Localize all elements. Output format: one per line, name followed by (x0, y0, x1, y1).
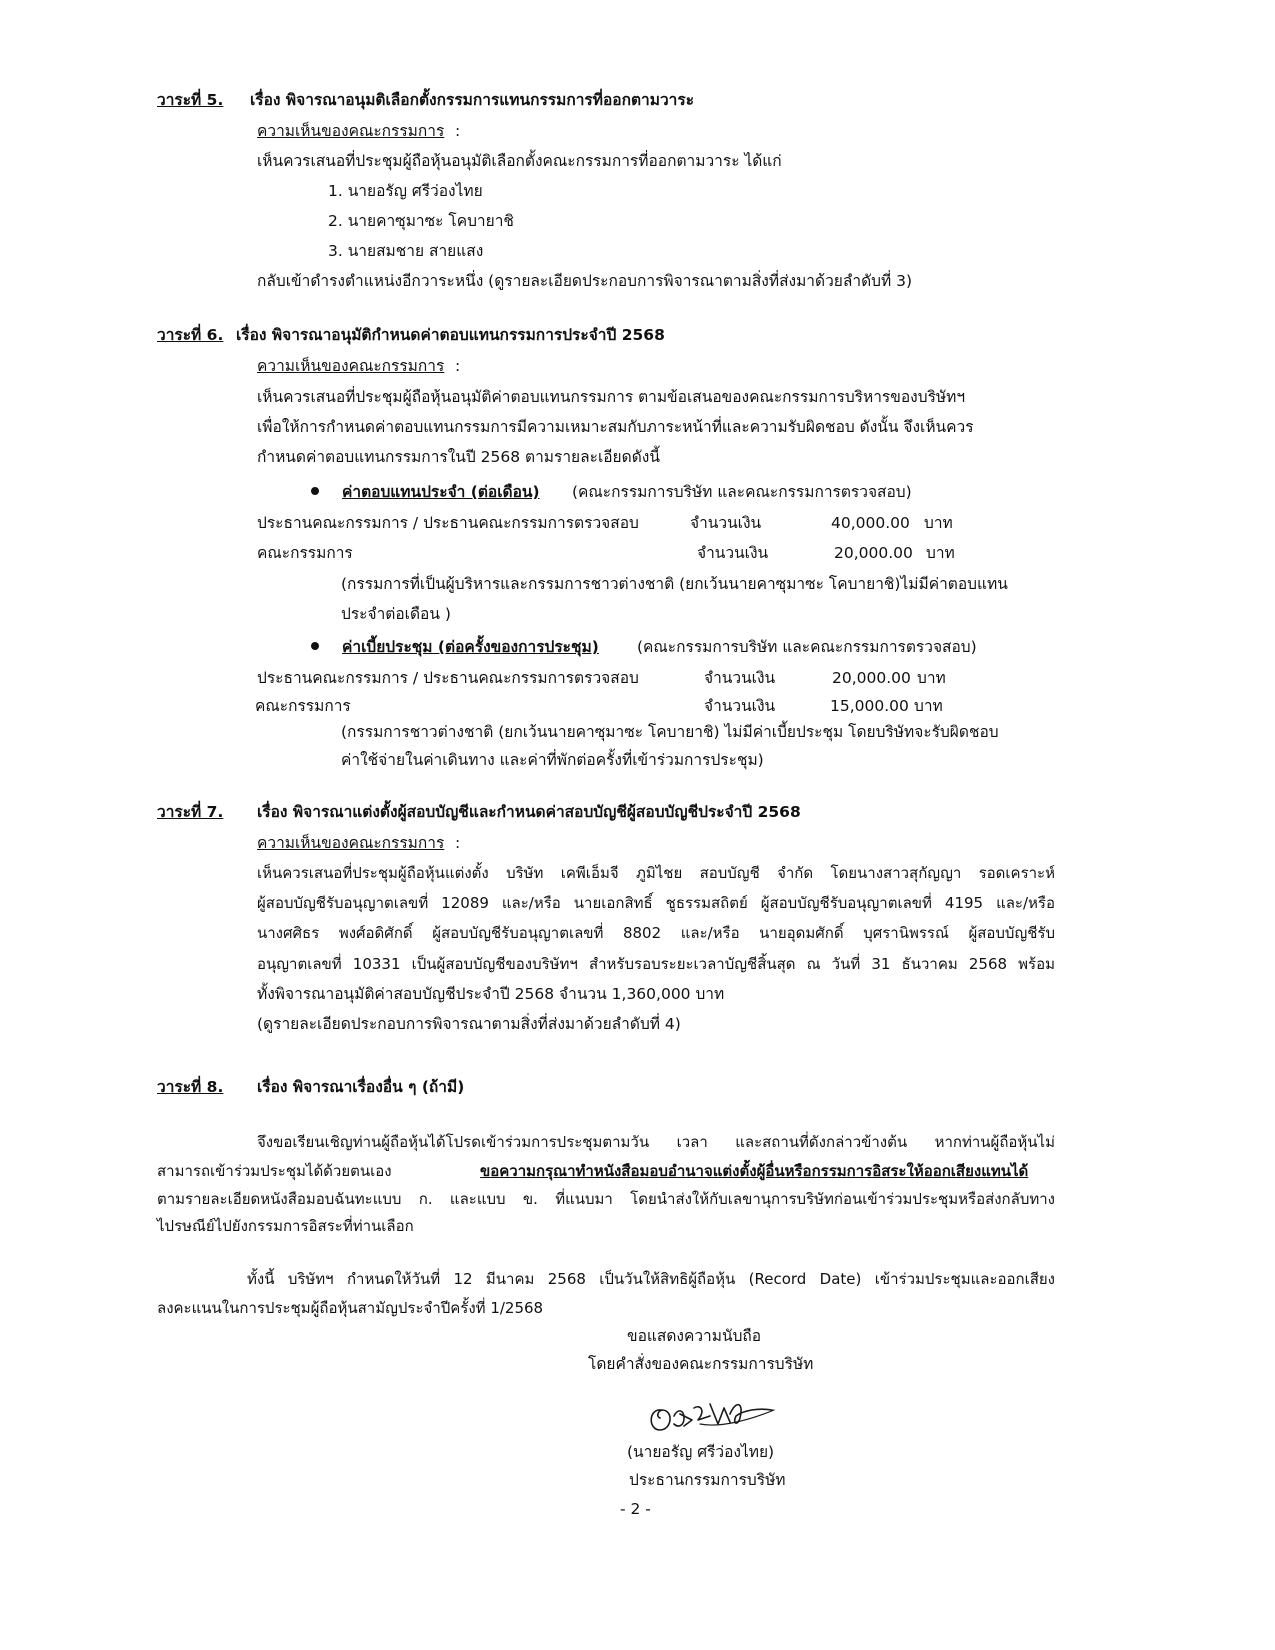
agenda8-label: วาระที่ 8. (157, 1078, 224, 1096)
agenda5-nominee: 2. นายคาซุมาซะ โคบายาชิ (328, 212, 514, 230)
monthly-heading: ค่าตอบแทนประจำ (ต่อเดือน) (342, 483, 540, 501)
invitation-proxy-request: ขอความกรุณาทำหนังสือมอบอำนาจแต่งตั้งผู้อื่นหรือกรรมการอิสระให้ออกเสียงแทนได้ (480, 1162, 1029, 1180)
agenda7-body-line: ผู้สอบบัญชีรับอนุญาตเลขที่ 12089 และ/หรือ นายเอกสิทธิ์ ชูธรรมสถิตย์ ผู้สอบบัญชีรับอนุญาตเลขที่ 4195 และ/หรือ (257, 894, 1055, 912)
meeting-scope: (คณะกรรมการบริษัท และคณะกรรมการตรวจสอบ) (637, 638, 977, 656)
signatory-name: (นายอรัญ ศรีว่องไทย) (627, 1443, 775, 1461)
agenda5-label: วาระที่ 5. (157, 91, 224, 109)
agenda6-body-line: กำหนดค่าตอบแทนกรรมการในปี 2568 ตามรายละเอียดดังนี้ (257, 448, 660, 466)
invitation-line: จึงขอเรียนเชิญท่านผู้ถือหุ้นได้โปรดเข้าร่วมการประชุมตามวัน เวลา และสถานที่ดังกล่าวข้างต้น หากท่านผู้ถือหุ้นไม่ (257, 1133, 1055, 1151)
fee-unit: บาท (924, 514, 953, 532)
agenda7-opinion-colon: : (455, 834, 461, 852)
fee-unit: บาท (926, 544, 955, 562)
page-number: - 2 - (620, 1500, 651, 1518)
agenda7-body-line: อนุญาตเลขที่ 10331 เป็นผู้สอบบัญชีของบริษัทฯ สำหรับรอบระยะเวลาบัญชีสิ้นสุด ณ วันที่ 31 ธันวาคม 2568 พร้อม (257, 955, 1055, 973)
record-date-line: ทั้งนี้ บริษัทฯ กำหนดให้วันที่ 12 มีนาคม 2568 เป็นวันให้สิทธิผู้ถือหุ้น (Record Date) เข้าร่วมประชุมและออกเสียง (247, 1270, 1055, 1288)
agenda7-body-line: นางศศิธร พงศ์อดิศักดิ์ ผู้สอบบัญชีรับอนุญาตเลขที่ 8802 และ/หรือ นายอุดมศักดิ์ บุศรานิพรรณ์ ผู้สอบบัญชีรับ (257, 924, 1055, 942)
meeting-note-line: (กรรมการชาวต่างชาติ (ยกเว้นนายคาซุมาซะ โคบายาชิ) ไม่มีค่าเบี้ยประชุม โดยบริษัทจะรับผิดชอบ (341, 723, 999, 741)
fee-unit: บาท (917, 669, 946, 687)
agenda5-nominee: 3. นายสมชาย สายแสง (328, 242, 484, 260)
signoff-by-order: โดยคำสั่งของคณะกรรมการบริษัท (588, 1355, 814, 1373)
agenda6-opinion-label: ความเห็นของคณะกรรมการ (257, 357, 445, 375)
agenda6-body-line: เพื่อให้การกำหนดค่าตอบแทนกรรมการมีความเหมาะสมกับภาระหน้าที่และความรับผิดชอบ ดังนั้น จึงเห็นควร (257, 418, 974, 436)
fee-amount: 15,000.00 (830, 697, 909, 715)
agenda7-body-line: (ดูรายละเอียดประกอบการพิจารณาตามสิ่งที่ส่งมาด้วยลำดับที่ 4) (257, 1015, 681, 1033)
agenda7-body-line: เห็นควรเสนอที่ประชุมผู้ถือหุ้นแต่งตั้ง บริษัท เคพีเอ็มจี ภูมิไชย สอบบัญชี จำกัด โดยนางสาวสุกัญญา รอดเคราะห์ (257, 864, 1055, 882)
agenda5-closing: กลับเข้าดำรงตำแหน่งอีกวาระหนึ่ง (ดูรายละเอียดประกอบการพิจารณาตามสิ่งที่ส่งมาด้วยลำดับที่ 3) (257, 272, 913, 290)
invitation-line: ตามรายละเอียดหนังสือมอบฉันทะแบบ ก. และแบบ ข. ที่แนบมา โดยนำส่งให้กับเลขานุการบริษัทก่อนเข้าร่วมประชุมหรือส่งกลับทาง (157, 1190, 1055, 1208)
signoff-regards: ขอแสดงความนับถือ (627, 1327, 762, 1345)
agenda5-opinion-colon: : (455, 122, 461, 140)
fee-amount: 40,000.00 (831, 514, 910, 532)
agenda5-title: เรื่อง พิจารณาอนุมติเลือกตั้งกรรมการแทนกรรมการที่ออกตามวาระ (250, 91, 695, 109)
fee-amount: 20,000.00 (832, 669, 911, 687)
monthly-note-line: (กรรมการที่เป็นผู้บริหารและกรรมการชาวต่างชาติ (ยกเว้นนายคาซุมาซะ โคบายาชิ)ไม่มีค่าตอบแทน (341, 575, 1008, 593)
agenda5-intro: เห็นควรเสนอที่ประชุมผู้ถือหุ้นอนุมัติเลือกตั้งคณะกรรมการที่ออกตามวาระ ได้แก่ (257, 152, 782, 170)
agenda5-nominee: 1. นายอรัญ ศรีว่องไทย (328, 182, 483, 200)
agenda6-title: เรื่อง พิจารณาอนุมัติกำหนดค่าตอบแทนกรรมการประจำปี 2568 (236, 326, 665, 344)
fee-amount-label: จำนวนเงิน (704, 669, 776, 687)
agenda7-opinion-label: ความเห็นของคณะกรรมการ (257, 834, 445, 852)
meeting-heading: ค่าเบี้ยประชุม (ต่อครั้งของการประชุม) (342, 638, 599, 656)
agenda7-body-line: ทั้งพิจารณาอนุมัติค่าสอบบัญชีประจำปี 2568 จำนวน 1,360,000 บาท (257, 985, 725, 1003)
invitation-line: ไปรษณีย์ไปยังกรรมการอิสระที่ท่านเลือก (157, 1217, 414, 1235)
bullet-icon (311, 487, 319, 495)
fee-amount-label: จำนวนเงิน (704, 697, 776, 715)
bullet-icon (311, 642, 319, 650)
fee-amount-label: จำนวนเงิน (690, 514, 762, 532)
invitation-line-lead: สามารถเข้าร่วมประชุมได้ด้วยตนเอง (157, 1162, 392, 1180)
meeting-note-line: ค่าใช้จ่ายในค่าเดินทาง และค่าที่พักต่อครั้งที่เข้าร่วมการประชุม) (341, 751, 764, 769)
monthly-scope: (คณะกรรมการบริษัท และคณะกรรมการตรวจสอบ) (572, 483, 912, 501)
fee-role: คณะกรรมการ (257, 544, 353, 562)
agenda6-body-line: เห็นควรเสนอที่ประชุมผู้ถือหุ้นอนุมัติค่าตอบแทนกรรมการ ตามข้อเสนอของคณะกรรมการบริหารของบริษัทฯ (257, 388, 966, 406)
signatory-position: ประธานกรรมการบริษัท (629, 1471, 786, 1489)
fee-role: ประธานคณะกรรมการ / ประธานคณะกรรมการตรวจสอบ (257, 669, 639, 687)
fee-role: ประธานคณะกรรมการ / ประธานคณะกรรมการตรวจสอบ (257, 514, 639, 532)
agenda5-opinion-label: ความเห็นของคณะกรรมการ (257, 122, 445, 140)
fee-role: คณะกรรมการ (255, 697, 351, 715)
agenda8-title: เรื่อง พิจารณาเรื่องอื่น ๆ (ถ้ามี) (257, 1078, 465, 1096)
fee-amount: 20,000.00 (834, 544, 913, 562)
agenda6-label: วาระที่ 6. (157, 326, 224, 344)
agenda6-opinion-colon: : (455, 357, 461, 375)
signature-icon (640, 1380, 780, 1440)
agenda7-label: วาระที่ 7. (157, 803, 224, 821)
fee-amount-label: จำนวนเงิน (697, 544, 769, 562)
record-date-line: ลงคะแนนในการประชุมผู้ถือหุ้นสามัญประจำปีครั้งที่ 1/2568 (157, 1299, 544, 1317)
monthly-note-line: ประจำต่อเดือน ) (341, 605, 451, 623)
fee-unit: บาท (914, 697, 943, 715)
agenda7-title: เรื่อง พิจารณาแต่งตั้งผู้สอบบัญชีและกำหนดค่าสอบบัญชีผู้สอบบัญชีประจำปี 2568 (257, 803, 801, 821)
